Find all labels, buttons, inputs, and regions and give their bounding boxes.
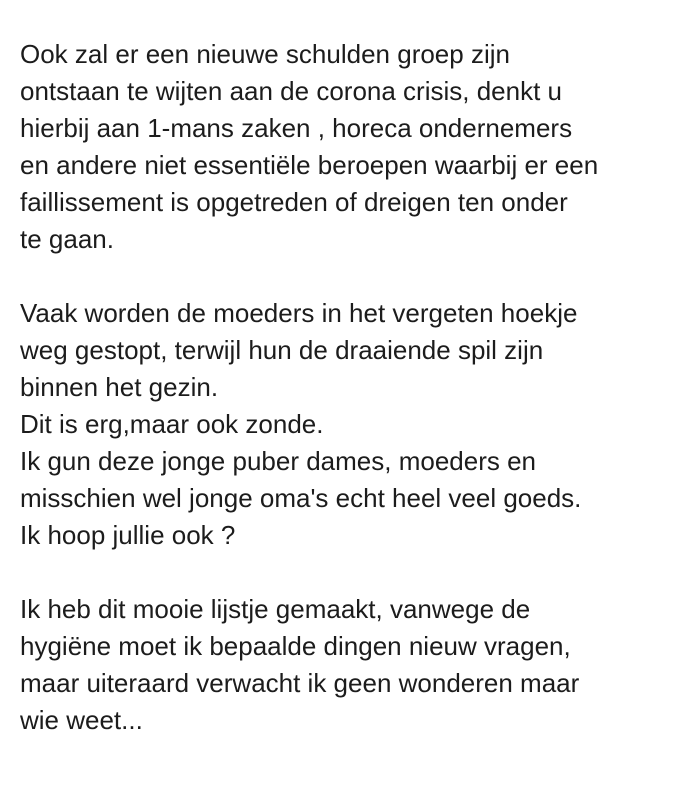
text-line: Dit is erg,maar ook zonde. xyxy=(20,409,324,439)
text-line: te gaan. xyxy=(20,224,114,254)
text-line: wie weet... xyxy=(20,705,143,735)
text-line: misschien wel jonge oma's echt heel veel goeds. xyxy=(20,483,582,513)
paragraph-3 xyxy=(20,591,673,739)
text-line: Ik heb dit mooie lijstje gemaakt, vanwege de xyxy=(20,594,531,624)
text-line: faillissement is opgetreden of dreigen ten onder xyxy=(20,187,568,217)
text-line: binnen het gezin. xyxy=(20,372,219,402)
text-line: Vaak worden de moeders in het vergeten hoekje xyxy=(20,298,578,328)
text-line: Ik gun deze jonge puber dames, moeders en xyxy=(20,446,537,476)
text-line: weg gestopt, terwijl hun de draaiende spil zijn xyxy=(20,335,544,365)
text-line: Ik hoop jullie ook ? xyxy=(20,520,236,550)
text-line: ontstaan te wijten aan de corona crisis, denkt u xyxy=(20,76,562,106)
text-line: hygiëne moet ik bepaalde dingen nieuw vragen, xyxy=(20,631,571,661)
text-line: hierbij aan 1-mans zaken , horeca ondernemers xyxy=(20,113,573,143)
text-line: Ook zal er een nieuwe schulden groep zijn xyxy=(20,39,510,69)
text-line: maar uiteraard verwacht ik geen wonderen maar xyxy=(20,668,580,698)
text-line: en andere niet essentiële beroepen waarbij er een xyxy=(20,150,599,180)
paragraph-1 xyxy=(20,36,673,258)
paragraph-2 xyxy=(20,295,673,554)
